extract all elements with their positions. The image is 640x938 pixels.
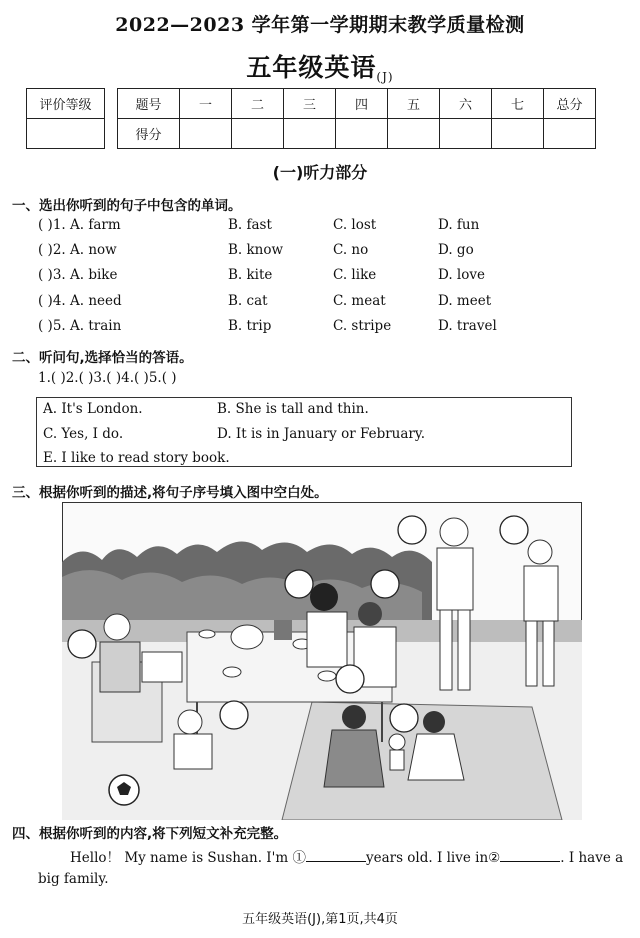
subject-name: 五年级英语: [246, 53, 377, 82]
family-picnic-illustration: [62, 502, 582, 820]
score-cell[interactable]: [544, 119, 596, 149]
q4-blank-1[interactable]: [306, 850, 366, 862]
score-col-header: 一: [180, 89, 232, 119]
exam-title: 2022—2023 学年第一学期期末教学质量检测: [115, 14, 525, 36]
q1-item-a[interactable]: ( )3. A. bike: [38, 267, 118, 283]
q1-item-c: C. lost: [333, 217, 377, 233]
q1-item-b: B. know: [228, 242, 284, 258]
q1-item-b: B. cat: [228, 293, 268, 309]
q1-item-c: C. no: [333, 242, 369, 258]
q4-passage-line2: big family.: [38, 871, 109, 887]
q2-option-e: E. I like to read story book.: [43, 450, 230, 466]
q2-heading: 二、听问句,选择恰当的答语。: [12, 350, 193, 366]
q4-heading: 四、根据你听到的内容,将下列短文补充完整。: [12, 826, 288, 842]
q3-heading: 三、根据你听到的描述,将句子序号填入图中空白处。: [12, 485, 328, 501]
q1-item-a[interactable]: ( )1. A. farm: [38, 217, 121, 233]
q1-item-d: D. love: [438, 267, 485, 283]
score-col-header: 四: [336, 89, 388, 119]
q1-item-b: B. fast: [228, 217, 272, 233]
q1-item-d: D. meet: [438, 293, 492, 309]
q1-item-d: D. go: [438, 242, 474, 258]
score-table: [117, 88, 596, 149]
q2-option-b: B. She is tall and thin.: [217, 401, 369, 417]
q1-item-d: D. travel: [438, 318, 497, 334]
score-cell[interactable]: [336, 119, 388, 149]
score-col-header: 六: [440, 89, 492, 119]
subject-suffix: (J): [376, 70, 394, 84]
q1-item-b: B. kite: [228, 267, 273, 283]
q2-options-box: [36, 397, 572, 467]
score-col-header: 三: [284, 89, 336, 119]
q1-item-c: C. stripe: [333, 318, 392, 334]
score-row-header: 得分: [118, 119, 180, 149]
q4-text-part: years old. I live in②: [365, 850, 501, 866]
q2-option-d: D. It is in January or February.: [217, 426, 425, 442]
score-row-header: 题号: [118, 89, 180, 119]
q1-heading: 一、选出你听到的句子中包含的单词。: [12, 198, 242, 214]
score-cell[interactable]: [232, 119, 284, 149]
q1-item-c: C. like: [333, 267, 377, 283]
score-col-header: 总分: [544, 89, 596, 119]
q4-text-part: . I have a: [560, 850, 624, 866]
score-cell[interactable]: [440, 119, 492, 149]
q1-item-a[interactable]: ( )4. A. need: [38, 293, 122, 309]
q1-item-b: B. trip: [228, 318, 272, 334]
q1-item-a[interactable]: ( )2. A. now: [38, 242, 117, 258]
score-col-header: 七: [492, 89, 544, 119]
score-cell[interactable]: [492, 119, 544, 149]
score-cell[interactable]: [284, 119, 336, 149]
page-footer: 五年级英语(J),第1页,共4页: [242, 912, 398, 927]
q1-item-a[interactable]: ( )5. A. train: [38, 318, 122, 334]
q4-text-part: Hello！ My name is Sushan. I'm ①: [70, 850, 306, 866]
q4-blank-2[interactable]: [500, 850, 560, 862]
q4-passage-line1: [70, 846, 623, 866]
grade-cell[interactable]: [27, 119, 105, 149]
q2-option-c: C. Yes, I do.: [43, 426, 124, 442]
section-title: (一)听力部分: [272, 163, 368, 182]
score-cell[interactable]: [180, 119, 232, 149]
grade-label: 评价等级: [27, 89, 105, 119]
q1-item-d: D. fun: [438, 217, 480, 233]
score-col-header: 二: [232, 89, 284, 119]
q2-option-a: A. It's London.: [43, 401, 143, 417]
q1-item-c: C. meat: [333, 293, 386, 309]
subject-title: [0, 48, 640, 84]
score-col-header: 五: [388, 89, 440, 119]
score-cell[interactable]: [388, 119, 440, 149]
grade-table: [26, 88, 105, 149]
q2-answer-blanks[interactable]: 1.( )2.( )3.( )4.( )5.( ): [38, 370, 177, 386]
